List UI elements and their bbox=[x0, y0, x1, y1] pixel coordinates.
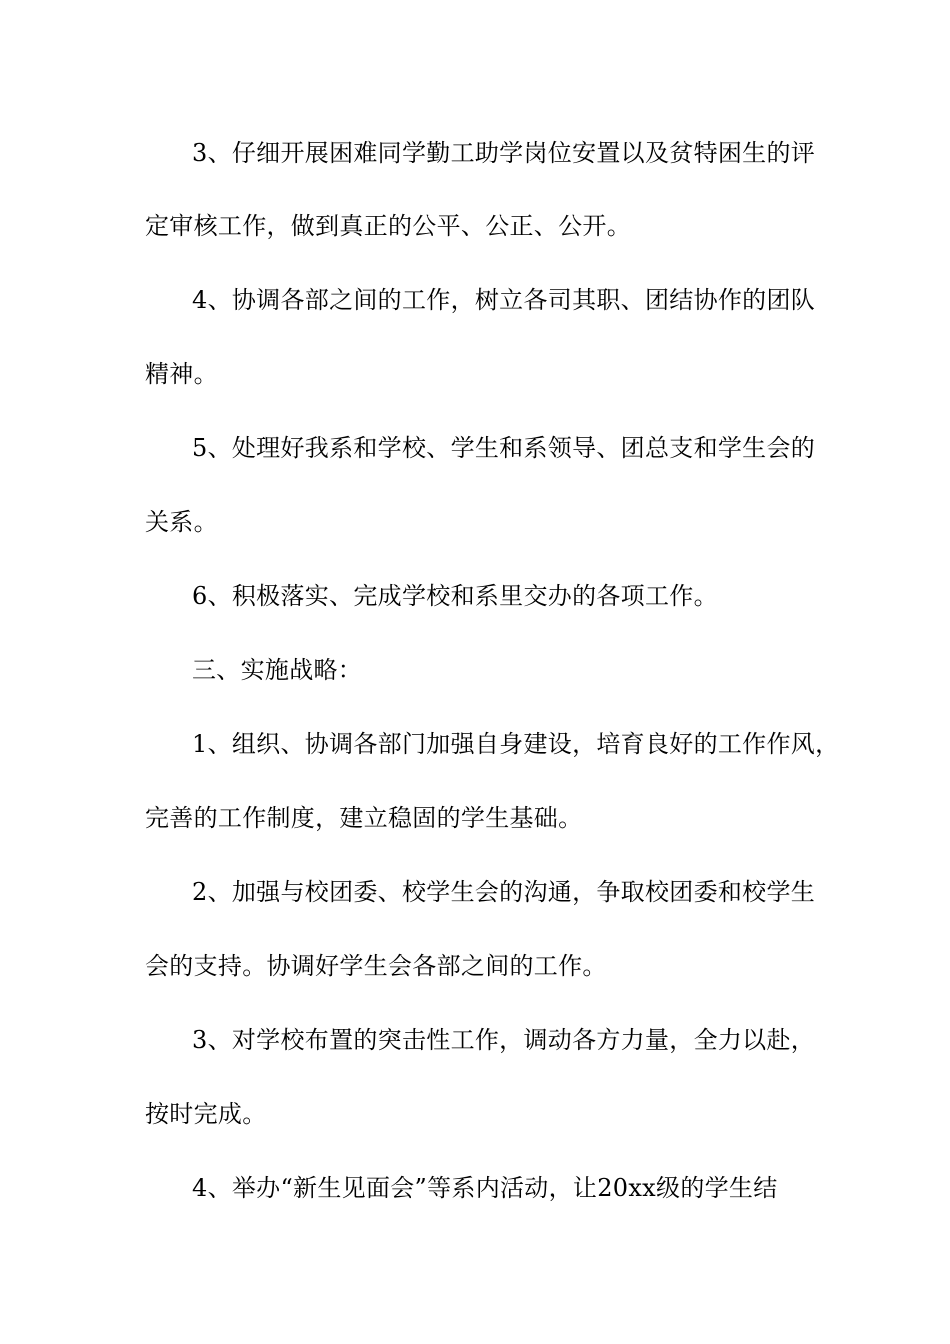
paragraph-line: 按时完成。 bbox=[145, 1100, 267, 1128]
paragraph-line: 2、加强与校团委、校学生会的沟通，争取校团委和校学生 bbox=[192, 878, 816, 906]
paragraph-line: 会的支持。协调好学生会各部之间的工作。 bbox=[145, 952, 607, 980]
paragraph-line: 精神。 bbox=[145, 360, 218, 388]
paragraph-line: 3、仔细开展困难同学勤工助学岗位安置以及贫特困生的评 bbox=[192, 139, 816, 167]
paragraph-line: 定审核工作，做到真正的公平、公正、公开。 bbox=[145, 212, 631, 240]
paragraph-line: 5、处理好我系和学校、学生和系领导、团总支和学生会的 bbox=[192, 434, 816, 462]
paragraph-line: 完善的工作制度，建立稳固的学生基础。 bbox=[145, 804, 583, 832]
paragraph-line: 4、协调各部之间的工作，树立各司其职、团结协作的团队 bbox=[192, 286, 816, 314]
paragraph-line: 3、对学校布置的突击性工作，调动各方力量，全力以赴， bbox=[192, 1026, 816, 1054]
paragraph-line: 1、组织、协调各部门加强自身建设，培育良好的工作作风， bbox=[192, 730, 840, 758]
section-heading: 三、实施战略： bbox=[192, 656, 363, 684]
paragraph-line: 6、积极落实、完成学校和系里交办的各项工作。 bbox=[192, 582, 718, 610]
paragraph-line: 4、举办“新生见面会”等系内活动，让20xx级的学生结 bbox=[192, 1174, 778, 1202]
paragraph-line: 关系。 bbox=[145, 508, 218, 536]
